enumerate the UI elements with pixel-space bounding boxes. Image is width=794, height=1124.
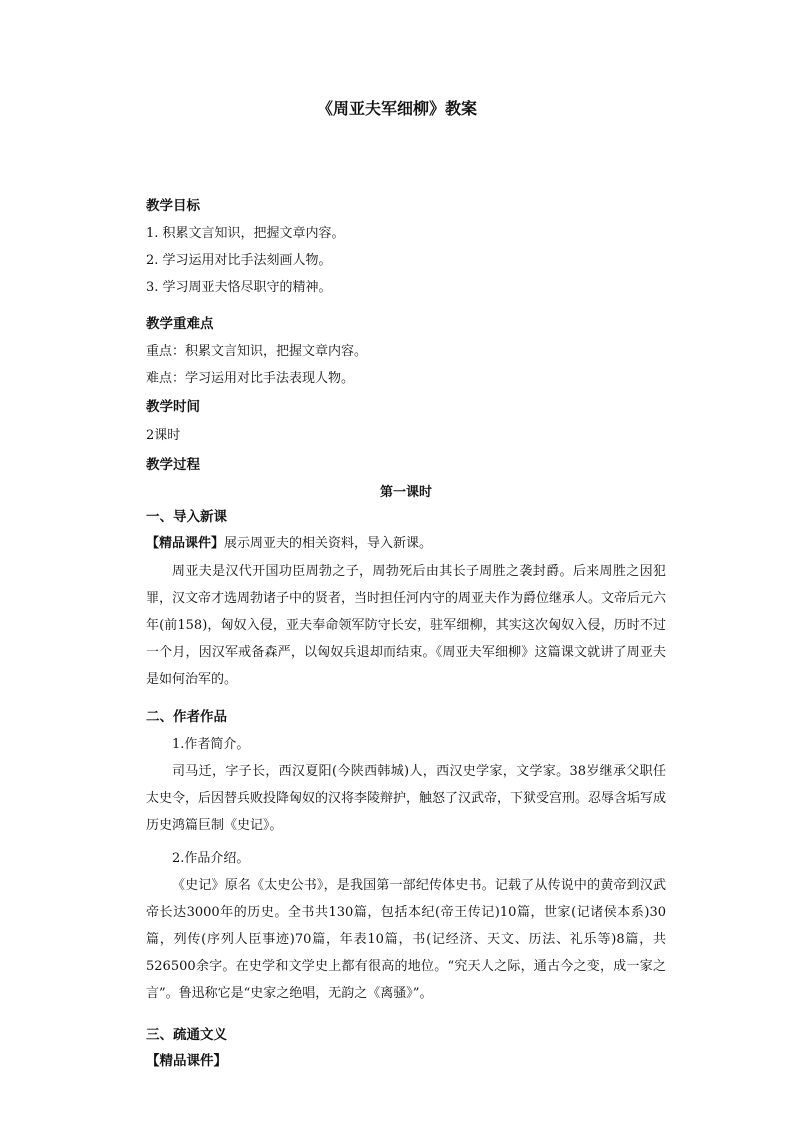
goal-item-3: 3. 学习周亚夫恪尽职守的精神。 — [146, 280, 332, 295]
section-3-heading: 三、疏通文义 — [146, 1027, 227, 1043]
work-intro-heading: 2.作品介绍。 — [172, 851, 250, 866]
section-1-courseware — [146, 534, 666, 554]
courseware-tag: 【精品课件】 — [146, 536, 225, 551]
document-title: 《周亚夫军细柳》教案 — [316, 99, 477, 118]
section-1-paragraph: 周亚夫是汉代开国功臣周勃之子，周勃死后由其长子周胜之袭封爵。后来周胜之因犯罪，汉文帝才选周勃诸子中的贤者，当时担任河内守的周亚夫作为爵位继承人。文帝后元六年(前158)，匈奴入侵，亚夫奉命领军防守长安，驻军细柳，其实这次匈奴入侵，历时不过一个月，因汉军戒备森严，以匈奴兵退却而结束。《周亚夫军细柳》这篇课文就讲了周亚夫是如何治军的。 — [146, 564, 667, 687]
time-heading: 教学时间 — [146, 399, 200, 415]
goal-item-2: 2. 学习运用对比手法刻画人物。 — [146, 253, 332, 268]
time-value: 2课时 — [146, 428, 181, 443]
goals-heading: 教学目标 — [146, 198, 200, 214]
courseware-text: 展示周亚夫的相关资料，导入新课。 — [224, 536, 433, 551]
goal-item-1: 1. 积累文言知识，把握文章内容。 — [146, 226, 345, 241]
lesson-title: 第一课时 — [379, 485, 432, 500]
keypoint-difficulty: 难点：学习运用对比手法表现人物。 — [146, 371, 355, 386]
author-intro-heading: 1.作者简介。 — [172, 737, 250, 752]
work-intro-paragraph: 《史记》原名《太史公书》，是我国第一部纪传体史书。记载了从传说中的黄帝到汉武帝长达3000年的历史。全书共130篇，包括本纪(帝王传记)10篇，世家(记诸侯本系)30篇，列传(序列人臣事迹)70篇，年表10篇，书(记经济、天文、历法、礼乐等)8篇，共526500余字。在史学和文学史上都有很高的地位。“究天人之际，通古今之变，成一家之言”。鲁迅称它是“史家之绝唱，无韵之《离骚》”。 — [146, 878, 666, 1001]
section-3-courseware: 【精品课件】 — [146, 1053, 227, 1069]
keypoint-focus: 重点：积累文言知识，把握文章内容。 — [146, 344, 368, 359]
document-body — [146, 196, 666, 1071]
process-heading: 教学过程 — [146, 457, 200, 473]
author-intro-paragraph: 司马迁，字子长，西汉夏阳(今陕西韩城)人，西汉史学家，文学家。38岁继承父职任太史令，后因替兵败投降匈奴的汉将李陵辩护，触怒了汉武帝，下狱受宫刑。忍辱含垢写成历史鸿篇巨制《史记》。 — [146, 764, 667, 833]
keypoints-heading: 教学重难点 — [146, 316, 214, 332]
section-2-heading: 二、作者作品 — [146, 709, 227, 725]
section-1-heading: 一、导入新课 — [146, 509, 227, 525]
